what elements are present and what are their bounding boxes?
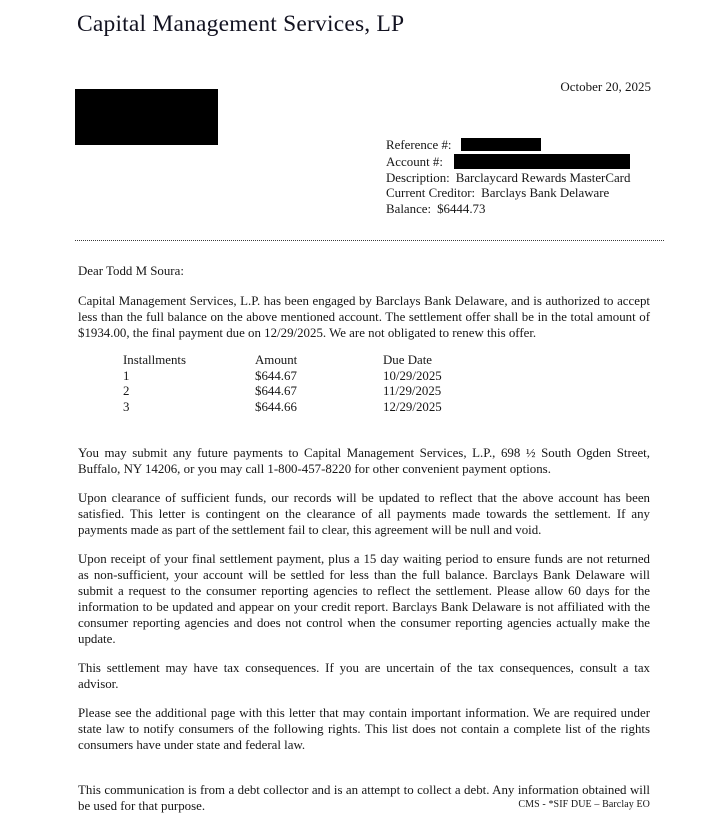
description-label: Description: [386,170,450,185]
company-letterhead: Capital Management Services, LP [77,11,405,37]
redacted-account-number [454,154,630,169]
salutation: Dear Todd M Soura: [78,264,184,278]
paragraph-engagement-offer: Capital Management Services, L.P. has been engaged by Barclays Bank Delaware, and is authorized to accept less than the full balance on the above mentioned account. The settlement offer shall be in the total amount of $1934.00, the final payment due on 12/29/2025. We are not obligated to renew this offer. [78,294,650,340]
footer-disclosure-block [78,782,650,814]
paragraph-credit-reporting: Upon receipt of your final settlement payment, plus a 15 day waiting period to ensure funds are not returned as non-sufficient, your account will be settled for less than the full balance. Barclays Bank Delaware will submit a request to the consumer reporting agencies to reflect the settlement. Please allow 60 days for the information to be updated and appear on your credit report. Barclays Bank Delaware is not affiliated with the consumer reporting agencies and does not control when the consumer reporting agencies actually make the update. [78,552,650,646]
table-row [123,400,503,416]
installment-number: 1 [123,368,130,383]
footer-code: CMS - *SIF DUE – Barclay EO [512,797,650,813]
table-row [123,369,503,385]
balance-row [386,202,630,218]
account-row [386,154,630,171]
balance-label: Balance: [386,202,432,217]
dotted-divider [75,240,664,241]
installment-number: 3 [123,399,130,414]
reference-row [386,138,630,154]
installment-due-date: 11/29/2025 [383,384,442,398]
description-value: Barclaycard Rewards MasterCard [455,170,631,185]
paragraph-payment-address: You may submit any future payments to Capital Management Services, L.P., 698 ½ South Ogden Street, Buffalo, NY 14206, or you may call 1-800-457-8220 for other convenient payment options. [78,446,650,476]
table-row [123,384,503,400]
creditor-label: Current Creditor: [386,186,476,201]
description-row [386,171,630,187]
reference-label: Reference #: [386,138,452,152]
balance-value: $6444.73 [437,202,486,217]
footer-disclosure: This communication is from a debt collector and is an attempt to collect a debt. Any information obtained will be used for that purpose. [78,783,650,813]
creditor-value: Barclays Bank Delaware [481,186,610,201]
installment-due-date: 10/29/2025 [383,368,442,383]
redacted-recipient-address [75,89,218,145]
header-installments: Installments [123,353,187,367]
paragraph-clearance: Upon clearance of sufficient funds, our records will be updated to reflect that the above account has been satisfied. This letter is contingent on the clearance of all payments made towards the settlement. If any payments made as part of the settlement fail to clear, this agreement will be null and void. [78,491,650,537]
redacted-reference-number [461,138,541,151]
letter-date: October 20, 2025 [560,79,651,94]
account-info-block [386,138,630,218]
installments-header-row [123,353,503,369]
paragraph-tax-consequences: This settlement may have tax consequences. If you are uncertain of the tax consequences, consult a tax advisor. [78,661,650,691]
header-due-date: Due Date [383,353,433,367]
installment-amount: $644.66 [255,399,297,414]
account-label: Account #: [386,154,443,169]
installment-number: 2 [123,384,130,398]
header-amount: Amount [255,353,298,367]
installment-amount: $644.67 [255,384,297,398]
installment-amount: $644.67 [255,368,297,383]
installments-table [123,353,503,415]
letter-body [78,250,650,753]
creditor-row [386,186,630,202]
paragraph-additional-page: Please see the additional page with this letter that may contain important information. We are required under state law to notify consumers of the following rights. This list does not contain a complete list of the rights consumers have under state and federal law. [78,706,650,752]
installment-due-date: 12/29/2025 [383,399,442,414]
